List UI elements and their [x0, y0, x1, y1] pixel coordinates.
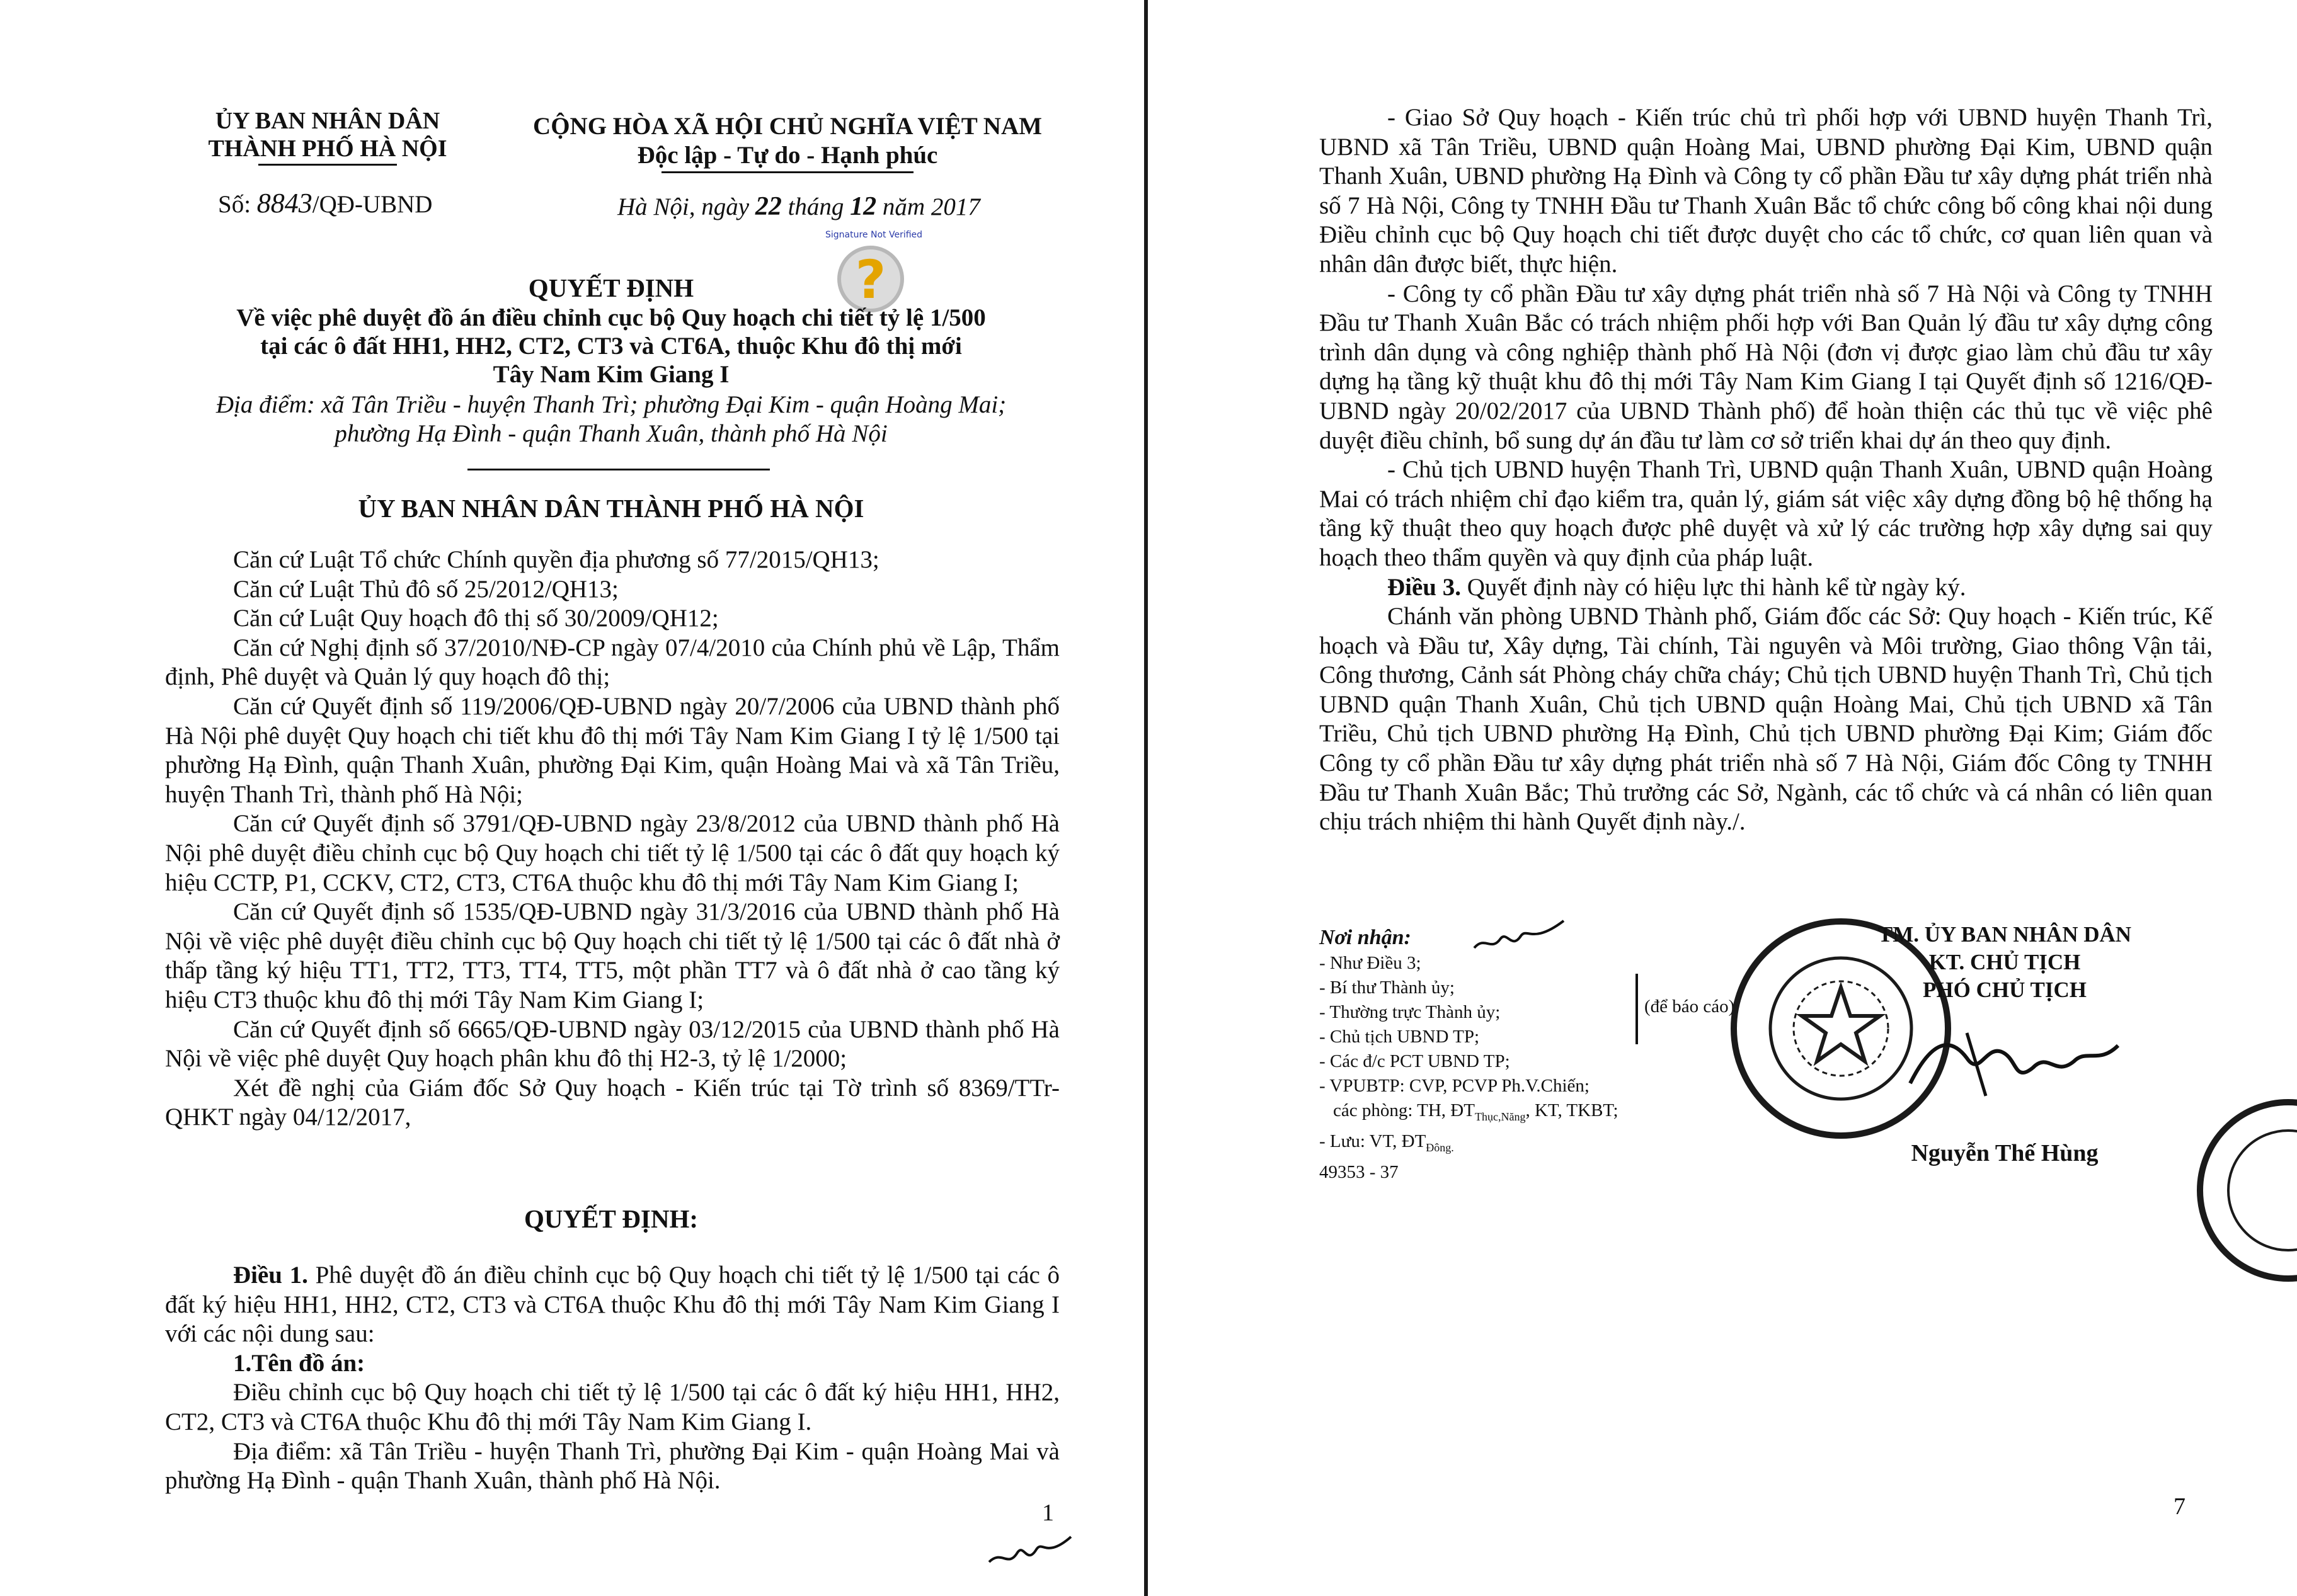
recipient-item: - Bí thư Thành ủy; [1319, 978, 1455, 998]
preamble-item: Căn cứ Quyết định số 119/2006/QĐ-UBND ngày 20/7/2006 của UBND thành phố Hà Nội phê duyệt Quy hoạch chi tiết khu đô thị mới Tây Nam Kim Giang I tỷ lệ 1/500 tại phường Hạ Đình, quận Thanh Xuân, phường Đại Kim, quận Hoàng Mai và xã Tân Triều, huyện Thanh Trì, thành phố Hà Nội; [165, 692, 1060, 808]
recipient-item: 49353 - 37 [1319, 1161, 1399, 1182]
recipient-item: - Như Điều 3; [1319, 953, 1421, 973]
handwritten-number: 8843 [256, 188, 312, 219]
location-line: Địa điểm: xã Tân Triều - huyện Thanh Trì; phường Đại Kim - quận Hoàng Mai; phường Hạ Đình - quận Thanh Xuân, thành phố Hà Nội [215, 391, 1007, 447]
section-1-paragraph: Điều chỉnh cục bộ Quy hoạch chi tiết tỷ lệ 1/500 tại các ô đất ký hiệu HH1, HH2, CT2, CT3 và CT6A thuộc Khu đô thị mới Tây Nam Kim Giang I. [165, 1379, 1060, 1435]
nation-underline [662, 171, 914, 173]
preamble-item: Căn cứ Quyết định số 6665/QĐ-UBND ngày 03/12/2015 của UBND thành phố Hà Nội về việc phê duyệt Quy hoạch phân khu đô thị H2-3, tỷ lệ 1/2000; [165, 1015, 1060, 1073]
issuer-line-1: ỦY BAN NHÂN DÂN [215, 108, 440, 134]
right-page [1148, 0, 2297, 1596]
recipient-item: - Lưu: VT, $ĐT_{Đông.}$ [1319, 1131, 1454, 1154]
article-1-text: Phê duyệt đồ án điều chỉnh cục bộ Quy hoạch chi tiết tỷ lệ 1/500 tại các ô đất ký hiệu HH1, HH2, CT2, CT3 và CT6A thuộc Khu đô thị mới Tây Nam Kim Giang I với các nội dung sau: [165, 1262, 1060, 1348]
preamble-item: Căn cứ Luật Quy hoạch đô thị số 30/2009/QH12; [233, 605, 719, 632]
document-date: Hà Nội, ngày 22 tháng 12 năm 2017 [617, 192, 980, 221]
nation-line-2: Độc lập - Tự do - Hạnh phúc [637, 142, 938, 169]
decision-heading: QUYẾT ĐỊNH: [524, 1204, 699, 1233]
national-header [529, 112, 1046, 173]
signature-notice: Signature Not Verified [825, 230, 923, 240]
left-page [0, 0, 1145, 1596]
preamble-item: Căn cứ Luật Tổ chức Chính quyền địa phương số 77/2015/QH13; [233, 546, 879, 573]
issuer-underline [258, 164, 397, 166]
implementation-paragraph: - Công ty cổ phần Đầu tư xây dựng phát triển nhà số 7 Hà Nội và Công ty TNHH Đầu tư Thanh Xuân Bắc có trách nhiệm phối hợp với Ban Quản lý đầu tư xây dựng công trình dân dụng và công nghiệp thành phố Hà Nội (đơn vị được giao làm chủ đầu tư xây dựng hạ tầng kỹ thuật khu đô thị mới Tây Nam Kim Giang I tại Quyết định số 1216/QĐ-UBND ngày 20/02/2017 của UBND Thành phố) để hoàn thiện các thủ tục về việc phê duyệt điều chỉnh, bổ sung dự án đầu tư làm cơ sở triển khai dự án theo quy định. [1319, 280, 2213, 454]
article-3-text: Quyết định này có hiệu lực thi hành kể từ ngày ký. [1467, 573, 1966, 601]
signer-name: Nguyễn Thế Hùng [1911, 1140, 2099, 1166]
section-1-paragraph: Địa điểm: xã Tân Triều - huyện Thanh Trì, phường Đại Kim - quận Hoàng Mai và phường Hạ Đình - quận Thanh Xuân, thành phố Hà Nội. [165, 1437, 1060, 1495]
issuing-authority: ỦY BAN NHÂN DÂN THÀNH PHỐ HÀ NỘI [358, 494, 864, 523]
page-number: 1 [1042, 1500, 1054, 1526]
article-1-label: Điều 1. [233, 1262, 308, 1289]
title-separator [467, 469, 770, 470]
preamble-item: Căn cứ Quyết định số 1535/QĐ-UBND ngày 31/3/2016 của UBND thành phố Hà Nội về việc phê duyệt điều chỉnh cục bộ Quy hoạch chi tiết tỷ lệ 1/500 tại các ô đất nhà ở thấp tầng ký hiệu TT1, TT2, TT3, TT4, TT5, một phần TT7 và ô đất nhà ở cao tầng ký hiệu CT3 thuộc khu đô thị mới Tây Nam Kim Giang I; [165, 898, 1060, 1013]
initials-mark [1469, 913, 1570, 957]
signer-line-3: PHÓ CHỦ TỊCH [1923, 978, 2087, 1002]
recipient-item: - Các đ/c PCT UBND TP; [1319, 1051, 1510, 1071]
signer-line-2: KT. CHỦ TỊCH [1928, 950, 2081, 974]
recipients-heading: Nơi nhận: [1319, 926, 1411, 949]
article-2-continued [1319, 103, 2213, 837]
recipient-item: các phòng: TH, $ĐT_{Thục,Năng}$, KT, TKBT; [1333, 1100, 1618, 1123]
recipient-item: - Chủ tịch UBND TP; [1319, 1027, 1480, 1047]
implementation-paragraph: - Chủ tịch UBND huyện Thanh Trì, UBND quận Thanh Xuân, UBND quận Hoàng Mai có trách nhiệm chỉ đạo kiểm tra, quản lý, giám sát việc xây dựng đồng bộ hệ thống hạ tầng kỹ thuật theo quy hoạch được phê duyệt và xử lý các trường hợp xây dựng sai quy hoạch theo thẩm quyền và quy định của pháp luật. [1319, 456, 2213, 571]
article-1 [165, 1261, 1060, 1496]
svg-text:?: ? [855, 249, 886, 311]
preamble-item: Căn cứ Nghị định số 37/2010/NĐ-CP ngày 07/4/2010 của Chính phủ về Lập, Thẩm định, Phê duyệt và Quản lý quy hoạch đô thị; [165, 634, 1060, 691]
signer-block [1809, 921, 2200, 1004]
issuer-line-2: THÀNH PHỐ HÀ NỘI [208, 135, 447, 162]
initials-mark [983, 1524, 1077, 1575]
recipients-block [1319, 925, 1773, 1185]
issuer-header [189, 107, 466, 166]
document-number: Số: 8843/QĐ-UBND [218, 188, 433, 219]
preamble-item: Xét đề nghị của Giám đốc Sở Quy hoạch - Kiến trúc tại Tờ trình số 8369/TTr-QHKT ngày 04/12/2017, [165, 1074, 1060, 1131]
decision-title: QUYẾT ĐỊNH [528, 273, 694, 302]
recipient-item: - VPUBTP: CVP, PCVP Ph.V.Chiến; [1319, 1076, 1590, 1096]
article-3-label: Điều 3. [1387, 573, 1461, 601]
preamble-item: Căn cứ Quyết định số 3791/QĐ-UBND ngày 23/8/2012 của UBND thành phố Hà Nội phê duyệt điều chỉnh cục bộ Quy hoạch chi tiết tỷ lệ 1/500 tại các ô đất quy hoạch ký hiệu CCTP, P1, CCKV, CT2, CT3, CT6A thuộc khu đô thị mới Tây Nam Kim Giang I; [165, 810, 1060, 896]
page-number: 7 [2174, 1493, 2185, 1520]
bracket-line [1635, 974, 1638, 1044]
decision-subtitle: Về việc phê duyệt đồ án điều chỉnh cục bộ Quy hoạch chi tiết tỷ lệ 1/500 tại các ô đất HH1, HH2, CT2, CT3 và CT6A, thuộc Khu đô thị mới Tây Nam Kim Giang I [236, 304, 986, 388]
recipient-item: - Thường trực Thành ủy; [1319, 1002, 1501, 1022]
page-seal-fragment [2143, 1096, 2297, 1285]
report-note: (để báo cáo) [1644, 996, 1735, 1017]
nation-line-1: CỘNG HÒA XÃ HỘI CHỦ NGHĨA VIỆT NAM [533, 113, 1042, 140]
closing-paragraph: Chánh văn phòng UBND Thành phố, Giám đốc các Sở: Quy hoạch - Kiến trúc, Kế hoạch và Đầu tư, Xây dựng, Tài chính, Tài nguyên và Môi trường, Giao thông Vận tải, Công thương, Cảnh sát Phòng cháy chữa cháy; Chủ tịch UBND huyện Thanh Trì, Chủ tịch UBND quận Thanh Xuân, Chủ tịch UBND quận Hoàng Mai, Chủ tịch UBND xã Tân Triều, Chủ tịch UBND phường Hạ Đình, Chủ tịch UBND phường Đại Kim; Giám đốc Công ty cổ phần Đầu tư xây dựng phát triển nhà số 7 Hà Nội, Giám đốc Công ty TNHH Đầu tư Thanh Xuân Bắc; Thủ trưởng các Sở, Ngành, các tổ chức và cá nhân có liên quan chịu trách nhiệm thi hành Quyết định này./. [1319, 603, 2213, 836]
implementation-paragraph: - Giao Sở Quy hoạch - Kiến trúc chủ trì phối hợp với UBND huyện Thanh Trì, UBND xã Tân Triều, UBND quận Hoàng Mai, UBND phường Đại Kim, UBND quận Thanh Xuân, UBND phường Hạ Đình và Công ty cổ phần Đầu tư xây dựng phát triển nhà số 7 Hà Nội, Công ty TNHH Đầu tư Thanh Xuân Bắc tổ chức công bố công khai nội dung Điều chỉnh cục bộ Quy hoạch chi tiết được duyệt cho các tổ chức, cơ quan liên quan và nhân dân được biết, thực hiện. [1319, 104, 2213, 278]
signer-line-1: TM. ỦY BAN NHÂN DÂN [1877, 922, 2132, 947]
preamble [165, 545, 1060, 1132]
section-1-heading: 1.Tên đồ án: [233, 1349, 365, 1377]
handwritten-signature [1891, 1008, 2131, 1115]
preamble-item: Căn cứ Luật Thủ đô số 25/2012/QH13; [233, 575, 619, 603]
